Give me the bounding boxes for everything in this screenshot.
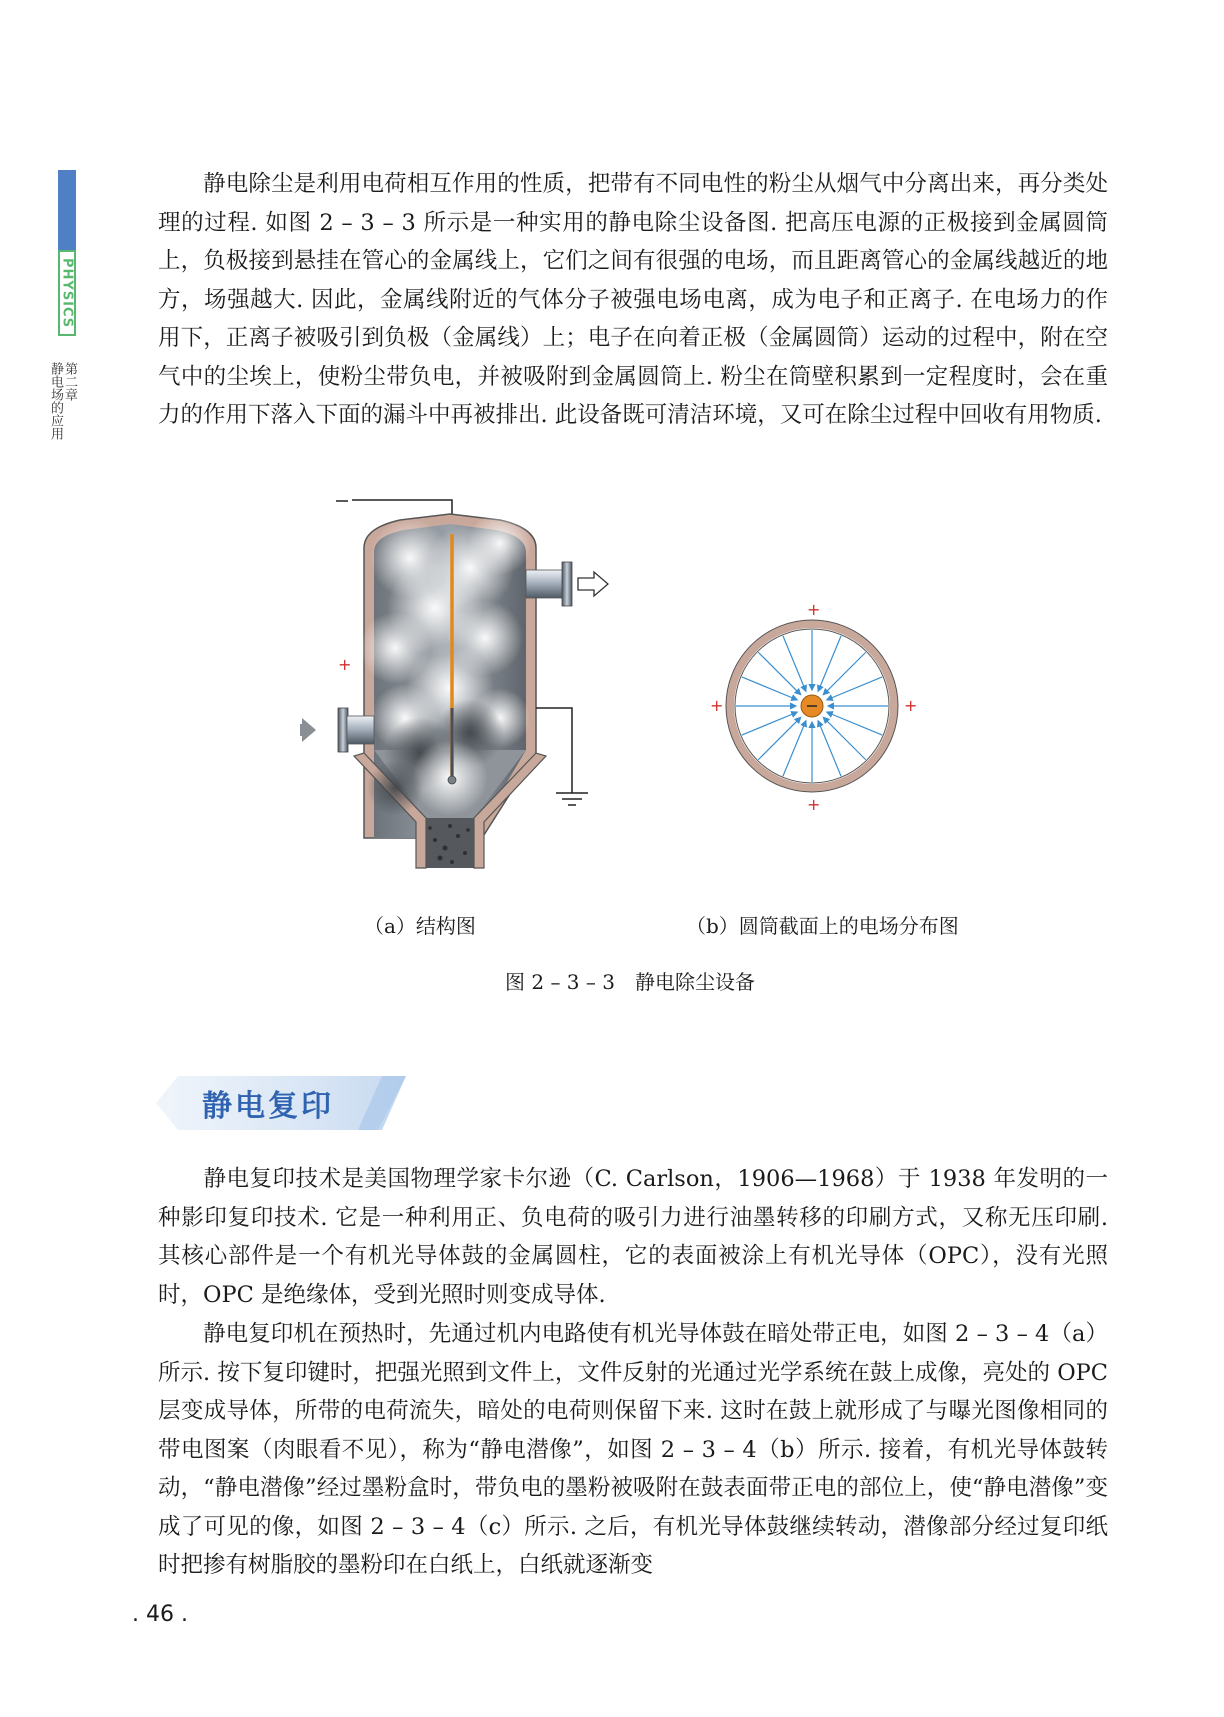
shell-plus-sign: + (338, 655, 352, 674)
section-heading (156, 1076, 406, 1130)
figure-dust-collector (300, 488, 980, 888)
side-tab-blue (58, 170, 76, 250)
page-number: . 46 . (132, 1602, 188, 1627)
paragraph-copier-process (158, 1315, 1108, 1585)
section-plus-top: + (807, 600, 821, 619)
cross-section-diagram (710, 600, 917, 814)
figure-title: 图 2 – 3 – 3 静电除尘设备 (505, 970, 755, 994)
paragraph-copier-intro (158, 1160, 1108, 1314)
side-chapter-title: 静电场的应用 (48, 362, 63, 440)
side-chapter (48, 362, 77, 440)
figure-caption-b: （b）圆筒截面上的电场分布图 (686, 914, 959, 938)
section-plus-left: + (710, 696, 724, 715)
paragraph-text: 静电复印技术是美国物理学家卡尔逊（C. Carlson，1906—1968）于 1938 年发明的一种影印复印技术. 它是一种利用正、负电荷的吸引力进行油墨转移的印刷方式，又称无压印刷. 其核心部件是一个有机光导体鼓的金属圆柱，它的表面被涂上有机光导体（OPC），没有光照时，OPC 是绝缘体，受到光照时则变成导体. (158, 1166, 1108, 1308)
paragraph-text: 静电复印机在预热时，先通过机内电路使有机光导体鼓在暗处带正电，如图 2 – 3 – 4（a）所示. 按下复印键时，把强光照到文件上，文件反射的光通过光学系统在鼓上成像，亮处的 OPC 层变成导体，所带的电荷流失，暗处的电荷则保留下来. 这时在鼓上就形成了与曝光图像相同的带电图案（肉眼看不见），称为“静电潜像”，如图 2 – 3 – 4（b）所示. 接着，有机光导体鼓转动，“静电潜像”经过墨粉盒时，带负电的墨粉被吸附在鼓表面带正电的部位上，使“静电潜像”变成了可见的像，如图 2 – 3 – 4（c）所示. 之后，有机光导体鼓继续转动，潜像部分经过复印纸时把掺有树脂胶的墨粉印在白纸上，白纸就逐渐变 (158, 1321, 1108, 1578)
section-plus-bottom: + (807, 795, 821, 814)
section-plus-right: + (904, 696, 918, 715)
section-title: 静电复印 (202, 1089, 334, 1124)
figure-caption-a: （a）结构图 (364, 914, 476, 938)
paragraph-text: 静电除尘是利用电荷相互作用的性质，把带有不同电性的粉尘从烟气中分离出来，再分类处理的过程. 如图 2 – 3 – 3 所示是一种实用的静电除尘设备图. 把高压电源的正极接到金属圆筒上，负极接到悬挂在管心的金属线上，它们之间有很强的电场，而且距离管心的金属线越近的地方，场强越大. 因此，金属线附近的气体分子被强电场电离，成为电子和正离子. 在电场力的作用下，正离子被吸引到负极（金属线）上；电子在向着正极（金属圆筒）运动的过程中，附在空气中的尘埃上，使粉尘带负电，并被吸附到金属圆筒上. 粉尘在筒壁积累到一定程度时，会在重力的作用下落入下面的漏斗中再被排出. 此设备既可清洁环境，又可在除尘过程中回收有用物质. (158, 171, 1108, 428)
side-chapter-number: 第二章 (62, 362, 77, 401)
dust-collector-diagram (300, 488, 980, 888)
side-tab (58, 170, 76, 336)
paragraph-electrostatic-dust (158, 165, 1108, 435)
side-subject-label: PHYSICS (59, 257, 75, 329)
